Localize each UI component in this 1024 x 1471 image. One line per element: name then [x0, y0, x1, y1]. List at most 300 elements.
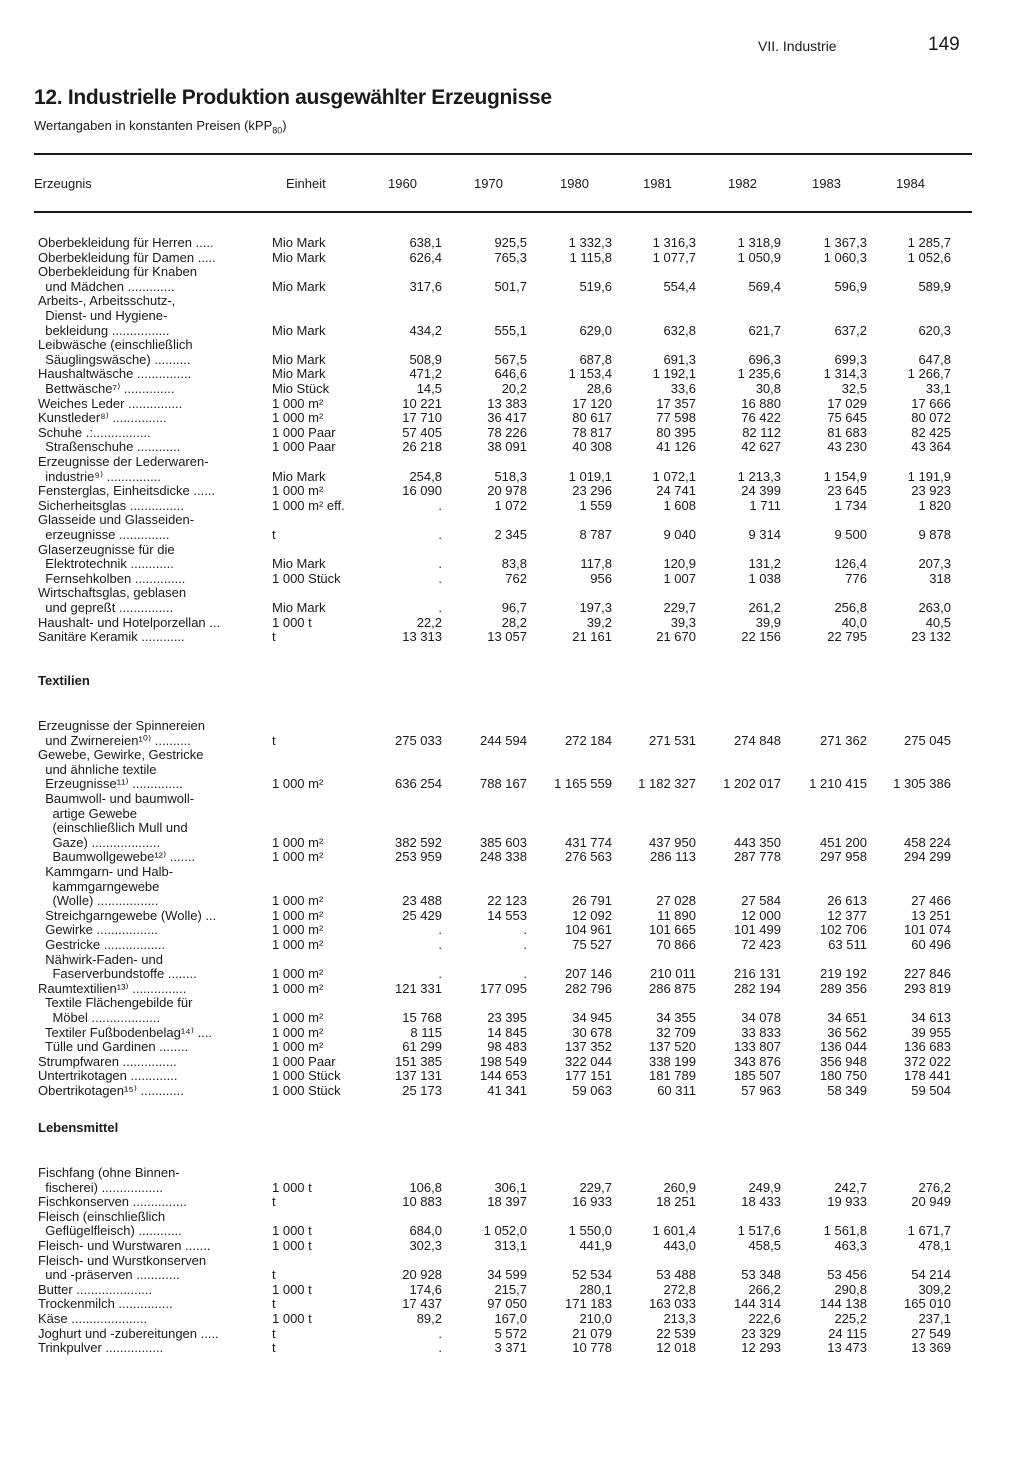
row-value: 1 007: [663, 570, 696, 586]
row-label: Bettwäsche⁷⁾ ..............: [38, 381, 175, 396]
row-value: 458 224: [904, 834, 951, 850]
row-value: 53 348: [741, 1267, 781, 1283]
row-value: 925,5: [494, 235, 527, 250]
row-value: 271 362: [820, 732, 867, 748]
row-value: 569,4: [748, 278, 781, 294]
row-value: .: [438, 556, 442, 572]
row-value: 372 022: [904, 1053, 951, 1069]
row-unit: 1 000 Stück: [272, 570, 341, 586]
row-value: 271 531: [649, 732, 696, 748]
row-value: 463,3: [834, 1238, 867, 1253]
row-value: 13 383: [487, 395, 527, 411]
row-unit: 1 000 Paar: [272, 424, 336, 440]
row-label: Kunstleder⁸⁾ ...............: [38, 410, 167, 426]
row-value: 76 422: [741, 410, 781, 426]
row-label: (einschließlich Mull und: [38, 820, 188, 836]
row-value: 289 356: [820, 980, 867, 996]
row-value: 1 285,7: [907, 235, 951, 250]
row-label: und ähnliche textile: [38, 761, 157, 777]
row-value: 280,1: [579, 1281, 612, 1297]
row-label: Gewirke .................: [38, 922, 158, 938]
row-value: 699,3: [834, 351, 867, 367]
row-value: 9 878: [918, 527, 951, 542]
row-value: 253 959: [395, 849, 442, 865]
row-unit: t: [272, 1194, 276, 1210]
row-value: .: [438, 922, 442, 938]
row-label: Textile Flächengebilde für: [38, 995, 193, 1011]
row-value: 30,8: [755, 381, 781, 396]
row-value: 137 131: [395, 1068, 442, 1084]
row-value: 40,0: [841, 614, 867, 630]
row-value: 302,3: [409, 1238, 442, 1253]
row-label: Tülle und Gardinen ........: [38, 1039, 189, 1055]
row-value: 13 057: [487, 629, 527, 645]
row-value: 151 385: [395, 1053, 442, 1069]
row-value: 293 819: [904, 980, 951, 996]
row-value: 17 437: [402, 1296, 442, 1312]
row-value: 1 517,6: [737, 1223, 781, 1239]
row-label: erzeugnisse ..............: [38, 527, 170, 542]
row-value: 27 028: [656, 893, 696, 909]
row-value: 213,3: [663, 1311, 696, 1326]
row-label: Glaserzeugnisse für die: [38, 541, 175, 557]
row-value: 82 425: [911, 424, 951, 440]
row-label: Wirtschaftsglas, geblasen: [38, 585, 187, 601]
row-value: 210 011: [649, 966, 696, 982]
row-value: 555,1: [494, 322, 527, 338]
row-label: Erzeugnisse der Spinnereien: [38, 718, 205, 733]
column-header: 1981: [643, 176, 672, 191]
row-value: 16 933: [572, 1194, 612, 1210]
row-value: 242,7: [834, 1179, 867, 1195]
row-unit: t: [272, 1325, 276, 1341]
row-unit: 1 000 t: [272, 1281, 312, 1297]
subtitle-end: ): [282, 118, 287, 133]
column-header: Erzeugnis: [34, 176, 92, 191]
row-label: Fernsehkolben ..............: [38, 570, 186, 586]
row-value: 632,8: [663, 322, 696, 338]
row-value: 229,7: [579, 1179, 612, 1195]
row-label: Elektrotechnik ............: [38, 556, 174, 572]
row-value: 1 561,8: [823, 1223, 867, 1239]
row-unit: 1 000 m²: [272, 483, 324, 499]
row-unit: Mio Mark: [272, 249, 326, 265]
row-label: Faserverbundstoffe ........: [38, 966, 197, 982]
row-value: 9 500: [834, 527, 867, 542]
row-value: 75 645: [827, 410, 867, 426]
row-value: 22 156: [741, 629, 781, 645]
row-value: 762: [505, 570, 527, 586]
row-value: 518,3: [494, 468, 527, 484]
row-value: 1 608: [663, 497, 696, 513]
row-value: 23 488: [402, 893, 442, 909]
row-value: 39,2: [586, 614, 612, 630]
row-value: 210,0: [579, 1311, 612, 1326]
row-value: 77 598: [656, 410, 696, 426]
row-label: Dienst- und Hygiene-: [38, 308, 168, 323]
row-value: 20,2: [501, 381, 527, 396]
row-unit: 1 000 m²: [272, 893, 324, 909]
row-value: 5 572: [494, 1325, 527, 1341]
row-label: und Mädchen .............: [38, 278, 175, 294]
row-unit: t: [272, 1296, 276, 1312]
row-value: 23 923: [911, 483, 951, 499]
row-value: 136 044: [820, 1039, 867, 1055]
row-value: 137 520: [649, 1039, 696, 1055]
row-value: 36 417: [487, 410, 527, 426]
row-value: 22 123: [487, 893, 527, 909]
row-label: Gestricke .................: [38, 937, 166, 952]
row-value: 696,3: [748, 351, 781, 367]
subtitle-text: Wertangaben in konstanten Preisen (kPP: [34, 118, 273, 133]
row-value: 27 584: [741, 893, 781, 909]
row-value: 621,7: [748, 322, 781, 338]
row-value: 96,7: [501, 600, 527, 615]
row-value: .: [438, 1340, 442, 1356]
row-value: 28,2: [501, 614, 527, 630]
row-label: Straßenschuhe ............: [38, 439, 181, 455]
row-unit: 1 000 m²: [272, 966, 324, 982]
row-value: 133 807: [734, 1039, 781, 1055]
row-unit: 1 000 m²: [272, 849, 324, 865]
row-value: 43 230: [827, 439, 867, 455]
row-value: 14 845: [487, 1024, 527, 1040]
row-value: 1 550,0: [568, 1223, 612, 1239]
row-value: 17 029: [827, 395, 867, 411]
row-value: 39,3: [670, 614, 696, 630]
row-value: 3 371: [494, 1340, 527, 1356]
row-value: 554,4: [663, 278, 696, 294]
row-value: 26 613: [827, 893, 867, 909]
row-value: 80 072: [911, 410, 951, 426]
row-value: 9 040: [663, 527, 696, 542]
row-value: 443 350: [734, 834, 781, 850]
row-value: 260,9: [663, 1179, 696, 1195]
row-value: .: [438, 966, 442, 982]
row-label: Sanitäre Keramik ............: [38, 629, 185, 645]
row-label: industrie⁹⁾ ...............: [38, 468, 161, 484]
row-value: 297 958: [820, 849, 867, 865]
row-label: (Wolle) .................: [38, 893, 159, 909]
row-value: 59 504: [911, 1083, 951, 1098]
row-value: 1 305 386: [893, 776, 951, 792]
row-value: 1 052,0: [483, 1223, 527, 1239]
row-value: 1 182 327: [638, 776, 696, 792]
row-value: .: [438, 527, 442, 542]
row-value: 1 332,3: [568, 235, 612, 250]
row-value: 177 151: [565, 1068, 612, 1084]
row-value: 144 653: [480, 1068, 527, 1084]
row-label: Fischkonserven ...............: [38, 1194, 187, 1210]
row-value: 1 734: [834, 497, 867, 513]
row-value: 508,9: [409, 351, 442, 367]
row-value: 216 131: [734, 966, 781, 982]
row-unit: t: [272, 1267, 276, 1283]
row-value: 254,8: [409, 468, 442, 484]
row-label: Oberbekleidung für Herren .....: [38, 235, 214, 250]
row-value: 219 192: [820, 966, 867, 982]
row-value: 14,5: [416, 381, 442, 396]
row-value: 32 709: [656, 1024, 696, 1040]
row-value: 81 683: [827, 424, 867, 440]
row-label: Fensterglas, Einheitsdicke ......: [38, 483, 216, 499]
row-value: 306,1: [494, 1179, 527, 1195]
row-value: 78 226: [487, 424, 527, 440]
row-value: 343 876: [734, 1053, 781, 1069]
row-value: 313,1: [494, 1238, 527, 1253]
row-value: 53 488: [656, 1267, 696, 1283]
row-value: 1 052,6: [907, 249, 951, 265]
row-value: 647,8: [918, 351, 951, 367]
row-value: 23 395: [487, 1010, 527, 1025]
row-unit: 1 000 t: [272, 1311, 312, 1326]
row-label: Oberbekleidung für Damen .....: [38, 249, 216, 265]
row-value: 9 314: [748, 527, 781, 542]
row-value: 1 192,1: [652, 366, 696, 382]
row-value: 72 423: [741, 937, 781, 952]
row-value: 382 592: [395, 834, 442, 850]
row-value: 1 072,1: [652, 468, 696, 484]
row-label: Trinkpulver ................: [38, 1340, 164, 1356]
row-label: Erzeugnisse der Lederwaren-: [38, 454, 209, 469]
row-value: 282 796: [565, 980, 612, 996]
row-value: 126,4: [834, 556, 867, 572]
row-value: 276,2: [918, 1179, 951, 1195]
row-value: 23 645: [827, 483, 867, 499]
row-value: .: [438, 570, 442, 586]
row-value: 275 045: [904, 732, 951, 748]
row-value: 1 050,9: [737, 249, 781, 265]
row-value: 286 113: [649, 849, 696, 865]
row-value: 53 456: [827, 1267, 867, 1283]
row-label: Sicherheitsglas ...............: [38, 497, 184, 513]
row-value: 131,2: [748, 556, 781, 572]
row-unit: 1 000 t: [272, 614, 312, 630]
row-value: 26 791: [572, 893, 612, 909]
row-value: 63 511: [828, 937, 867, 952]
row-value: 286 875: [649, 980, 696, 996]
row-label: Schuhe .:................: [38, 424, 151, 440]
row-value: 19 933: [827, 1194, 867, 1210]
row-value: .: [438, 937, 442, 952]
row-label: Leibwäsche (einschließlich: [38, 337, 193, 353]
row-value: 441,9: [579, 1238, 612, 1253]
row-unit: t: [272, 1340, 276, 1356]
row-value: 1 559: [579, 497, 612, 513]
row-value: 43 364: [911, 439, 951, 455]
row-value: 16 090: [402, 483, 442, 499]
row-value: 261,2: [748, 600, 781, 615]
row-value: 14 553: [487, 907, 527, 923]
row-value: 101 074: [904, 922, 951, 938]
row-value: 275 033: [395, 732, 442, 748]
row-value: 144 138: [820, 1296, 867, 1312]
row-value: 263,0: [918, 600, 951, 615]
row-value: 171 183: [565, 1296, 612, 1312]
row-value: 207,3: [918, 556, 951, 572]
row-value: 274 848: [734, 732, 781, 748]
row-value: 620,3: [918, 322, 951, 338]
row-value: 16 880: [741, 395, 781, 411]
row-unit: 1 000 Stück: [272, 1068, 341, 1084]
row-label: kammgarngewebe: [38, 878, 160, 894]
row-unit: 1 000 m²: [272, 776, 324, 792]
row-unit: 1 000 m² eff.: [272, 497, 345, 513]
row-value: 178 441: [904, 1068, 951, 1084]
row-value: 163 033: [649, 1296, 696, 1312]
row-label: Streichgarngewebe (Wolle) ...: [38, 907, 217, 923]
row-value: 12 000: [741, 907, 781, 923]
row-value: 2 345: [494, 527, 527, 542]
row-value: 60 496: [911, 937, 951, 952]
row-unit: Mio Mark: [272, 322, 326, 338]
row-label: Baumwollgewebe¹²⁾ .......: [38, 849, 196, 865]
column-header: 1983: [812, 176, 841, 191]
row-value: 57 405: [402, 424, 442, 440]
row-label: Untertrikotagen .............: [38, 1068, 178, 1084]
row-value: 33,1: [925, 381, 951, 396]
row-value: 24 399: [741, 483, 781, 499]
row-value: 21 079: [572, 1325, 612, 1341]
row-value: 1 213,3: [737, 468, 781, 484]
row-value: 1 711: [749, 497, 781, 513]
row-label: Gewebe, Gewirke, Gestricke: [38, 747, 204, 763]
row-value: 638,1: [409, 235, 442, 250]
row-value: 13 473: [827, 1340, 867, 1356]
row-label: Nähwirk-Faden- und: [38, 951, 163, 967]
row-value: 23 329: [741, 1325, 781, 1341]
row-value: 181 789: [649, 1068, 696, 1084]
row-label: Käse .....................: [38, 1311, 148, 1326]
row-value: 1 077,7: [652, 249, 696, 265]
row-value: 12 092: [572, 907, 612, 923]
row-value: 83,8: [501, 556, 527, 572]
row-label: und -präserven ............: [38, 1267, 180, 1283]
row-label: Weiches Leder ...............: [38, 395, 183, 411]
row-value: 52 534: [572, 1267, 612, 1283]
row-value: 225,2: [834, 1311, 867, 1326]
row-value: 25 173: [402, 1083, 442, 1098]
row-value: 338 199: [649, 1053, 696, 1069]
row-value: 788 167: [480, 776, 527, 792]
row-value: 1 266,7: [907, 366, 951, 382]
section-heading: Textilien: [38, 673, 90, 688]
row-unit: 1 000 m²: [272, 1010, 324, 1025]
row-label: bekleidung ................: [38, 322, 170, 338]
row-unit: 1 000 m²: [272, 907, 324, 923]
row-value: 684,0: [409, 1223, 442, 1239]
row-unit: Mio Mark: [272, 556, 326, 572]
row-label: Arbeits-, Arbeitsschutz-,: [38, 293, 176, 309]
row-unit: 1 000 t: [272, 1179, 312, 1195]
row-value: 244 594: [480, 732, 527, 748]
row-value: 39 955: [911, 1024, 951, 1040]
row-label: Fleisch- und Wurstkonserven: [38, 1252, 207, 1268]
row-value: 1 318,9: [737, 235, 781, 250]
row-value: 41 341: [487, 1083, 527, 1098]
row-value: .: [523, 937, 527, 952]
row-value: 120,9: [663, 556, 696, 572]
row-value: 1 601,4: [652, 1223, 696, 1239]
row-value: 40,5: [925, 614, 951, 630]
row-value: 80 395: [656, 424, 696, 440]
row-value: 180 750: [820, 1068, 867, 1084]
row-value: 322 044: [565, 1053, 612, 1069]
row-value: 106,8: [409, 1179, 442, 1195]
row-value: 34 651: [827, 1010, 867, 1025]
row-value: 687,8: [579, 351, 612, 367]
row-unit: 1 000 Paar: [272, 439, 336, 455]
row-value: 229,7: [663, 600, 696, 615]
row-value: 1 235,6: [737, 366, 781, 382]
row-value: 1 367,3: [823, 235, 867, 250]
row-value: 1 115,8: [569, 249, 612, 265]
row-unit: 1 000 m²: [272, 1024, 324, 1040]
row-label: Haushaltwäsche ...............: [38, 366, 192, 382]
row-label: Baumwoll- und baumwoll-: [38, 791, 195, 806]
row-value: 1 060,3: [823, 249, 867, 265]
row-unit: Mio Mark: [272, 235, 326, 250]
row-value: 34 945: [572, 1010, 612, 1025]
row-value: 137 352: [565, 1039, 612, 1055]
row-value: 28,6: [586, 381, 612, 396]
row-value: 276 563: [565, 849, 612, 865]
row-value: 24 115: [828, 1325, 867, 1341]
row-value: 18 251: [656, 1194, 696, 1210]
row-unit: t: [272, 629, 276, 645]
row-value: 256,8: [834, 600, 867, 615]
row-value: 12 018: [656, 1340, 696, 1356]
row-unit: Mio Mark: [272, 351, 326, 367]
row-value: 197,3: [579, 600, 612, 615]
row-unit: 1 000 m²: [272, 1039, 324, 1055]
row-value: 61 299: [402, 1039, 442, 1055]
row-value: 136 683: [904, 1039, 951, 1055]
row-value: 185 507: [734, 1068, 781, 1084]
row-value: 12 293: [741, 1340, 781, 1356]
row-value: 1 154,9: [823, 468, 867, 484]
row-value: 287 778: [734, 849, 781, 865]
row-value: 117,8: [580, 556, 612, 572]
row-value: 10 221: [402, 395, 442, 411]
row-value: 36 562: [827, 1024, 867, 1040]
row-unit: Mio Mark: [272, 468, 326, 484]
row-value: 38 091: [487, 439, 527, 455]
row-label: Gaze) ...................: [38, 834, 161, 850]
row-unit: 1 000 t: [272, 1223, 312, 1239]
row-value: 1 165 559: [554, 776, 612, 792]
row-value: 629,0: [579, 322, 612, 338]
row-value: 98 483: [487, 1039, 527, 1055]
row-value: 437 950: [649, 834, 696, 850]
row-value: 237,1: [918, 1311, 951, 1326]
row-value: 1 210 415: [809, 776, 867, 792]
row-value: 26 218: [402, 439, 442, 455]
row-unit: t: [272, 732, 276, 748]
row-value: 23 296: [572, 483, 612, 499]
row-value: 272,8: [663, 1281, 696, 1297]
row-value: 18 433: [741, 1194, 781, 1210]
row-value: 75 527: [572, 937, 612, 952]
row-value: 8 115: [410, 1024, 442, 1040]
row-value: 34 599: [487, 1267, 527, 1283]
row-value: 24 741: [656, 483, 696, 499]
row-value: 266,2: [748, 1281, 781, 1297]
row-value: 249,9: [748, 1179, 781, 1195]
row-value: 637,2: [834, 322, 867, 338]
row-value: 451 200: [820, 834, 867, 850]
row-value: 10 778: [572, 1340, 612, 1356]
